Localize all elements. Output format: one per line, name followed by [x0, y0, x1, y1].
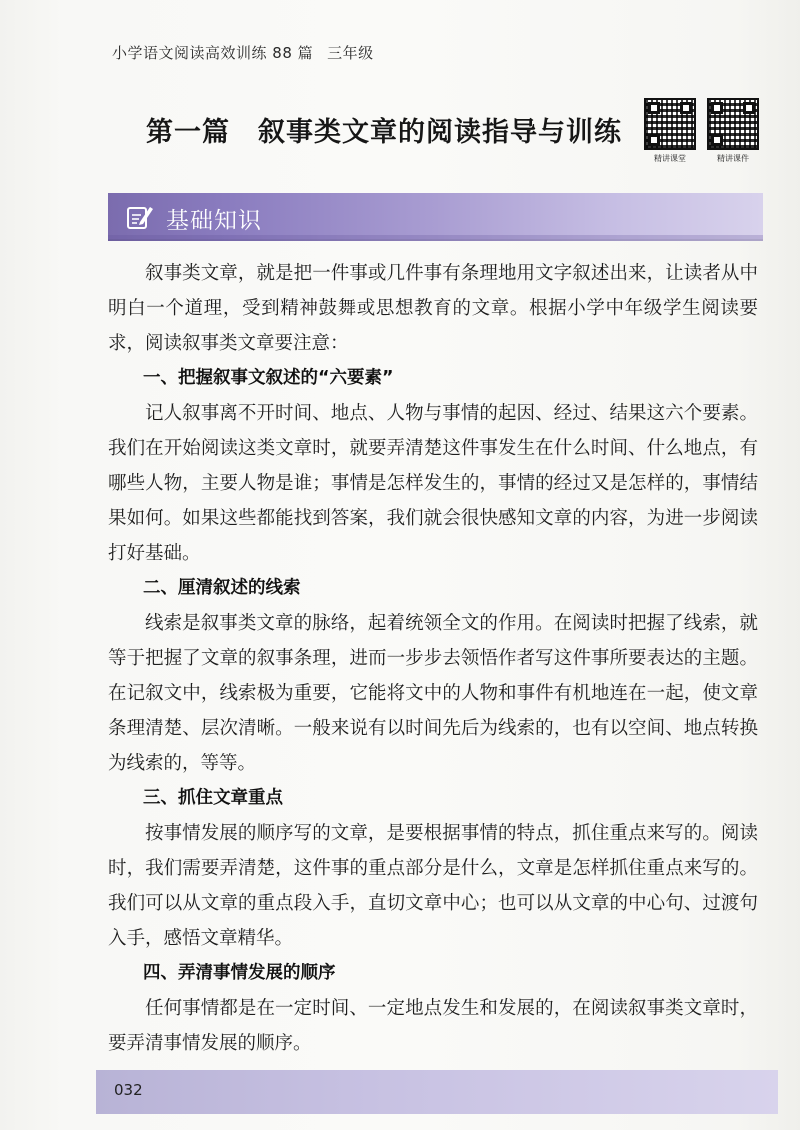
point-paragraph: 任何事情都是在一定时间、一定地点发生和发展的，在阅读叙事类文章时，要弄清事情发展的顺序。: [108, 998, 758, 1054]
article-body: [108, 256, 758, 1061]
pencil-note-icon: [126, 204, 154, 230]
chapter-title: [146, 110, 622, 149]
intro-paragraph: 叙事类文章，就是把一件事或几件事有条理地用文字叙述出来，让读者从中明白一个道理，受到精神鼓舞或思想教育的文章。根据小学中年级学生阅读要求，阅读叙事类文章要注意：: [108, 263, 758, 354]
grade-label: 三年级: [327, 44, 374, 62]
qr-code-icon[interactable]: [707, 98, 759, 150]
qr-code-icon[interactable]: [644, 98, 696, 150]
section-title: 基础知识: [166, 208, 262, 234]
chapter-name: 叙事类文章的阅读指导与训练: [258, 117, 622, 148]
point-paragraph: 按事情发展的顺序写的文章，是要根据事情的特点，抓住重点来写的。阅读时，我们需要弄清楚，这件事的重点部分是什么，文章是怎样抓住重点来写的。我们可以从文章的重点段入手，直切文章中心；也可以从文章的中心句、过渡句入手，感悟文章精华。: [108, 823, 758, 949]
point-heading: 三、抓住文章重点: [143, 788, 283, 808]
point-heading: 四、弄清事情发展的顺序: [143, 963, 336, 983]
qr-block-lecture[interactable]: [640, 98, 700, 164]
qr-block-courseware[interactable]: [703, 98, 763, 164]
qr-caption: 精讲课堂: [654, 154, 686, 163]
page-number: 032: [114, 1081, 143, 1099]
series-title: 小学语文阅读高效训练 88 篇: [112, 44, 314, 62]
running-header: [112, 42, 374, 63]
footer-band: [96, 1070, 778, 1114]
section-banner: [108, 193, 763, 241]
qr-caption: 精讲课件: [717, 154, 749, 163]
point-heading: 一、把握叙事文叙述的“六要素”: [143, 368, 394, 388]
point-paragraph: 线索是叙事类文章的脉络，起着统领全文的作用。在阅读时把握了线索，就等于把握了文章的叙事条理，进而一步步去领悟作者写这件事所要表达的主题。在记叙文中，线索极为重要，它能将文中的人物和事件有机地连在一起，使文章条理清楚、层次清晰。一般来说有以时间先后为线索的，也有以空间、地点转换为线索的，等等。: [108, 613, 758, 774]
point-paragraph: 记人叙事离不开时间、地点、人物与事情的起因、经过、结果这六个要素。我们在开始阅读这类文章时，就要弄清楚这件事发生在什么时间、什么地点，有哪些人物，主要人物是谁；事情是怎样发生的，事情的经过又是怎样的，事情结果如何。如果这些都能找到答案，我们就会很快感知文章的内容，为进一步阅读打好基础。: [108, 403, 758, 564]
chapter-number: 第一篇: [146, 117, 230, 148]
point-heading: 二、厘清叙述的线索: [143, 578, 301, 598]
